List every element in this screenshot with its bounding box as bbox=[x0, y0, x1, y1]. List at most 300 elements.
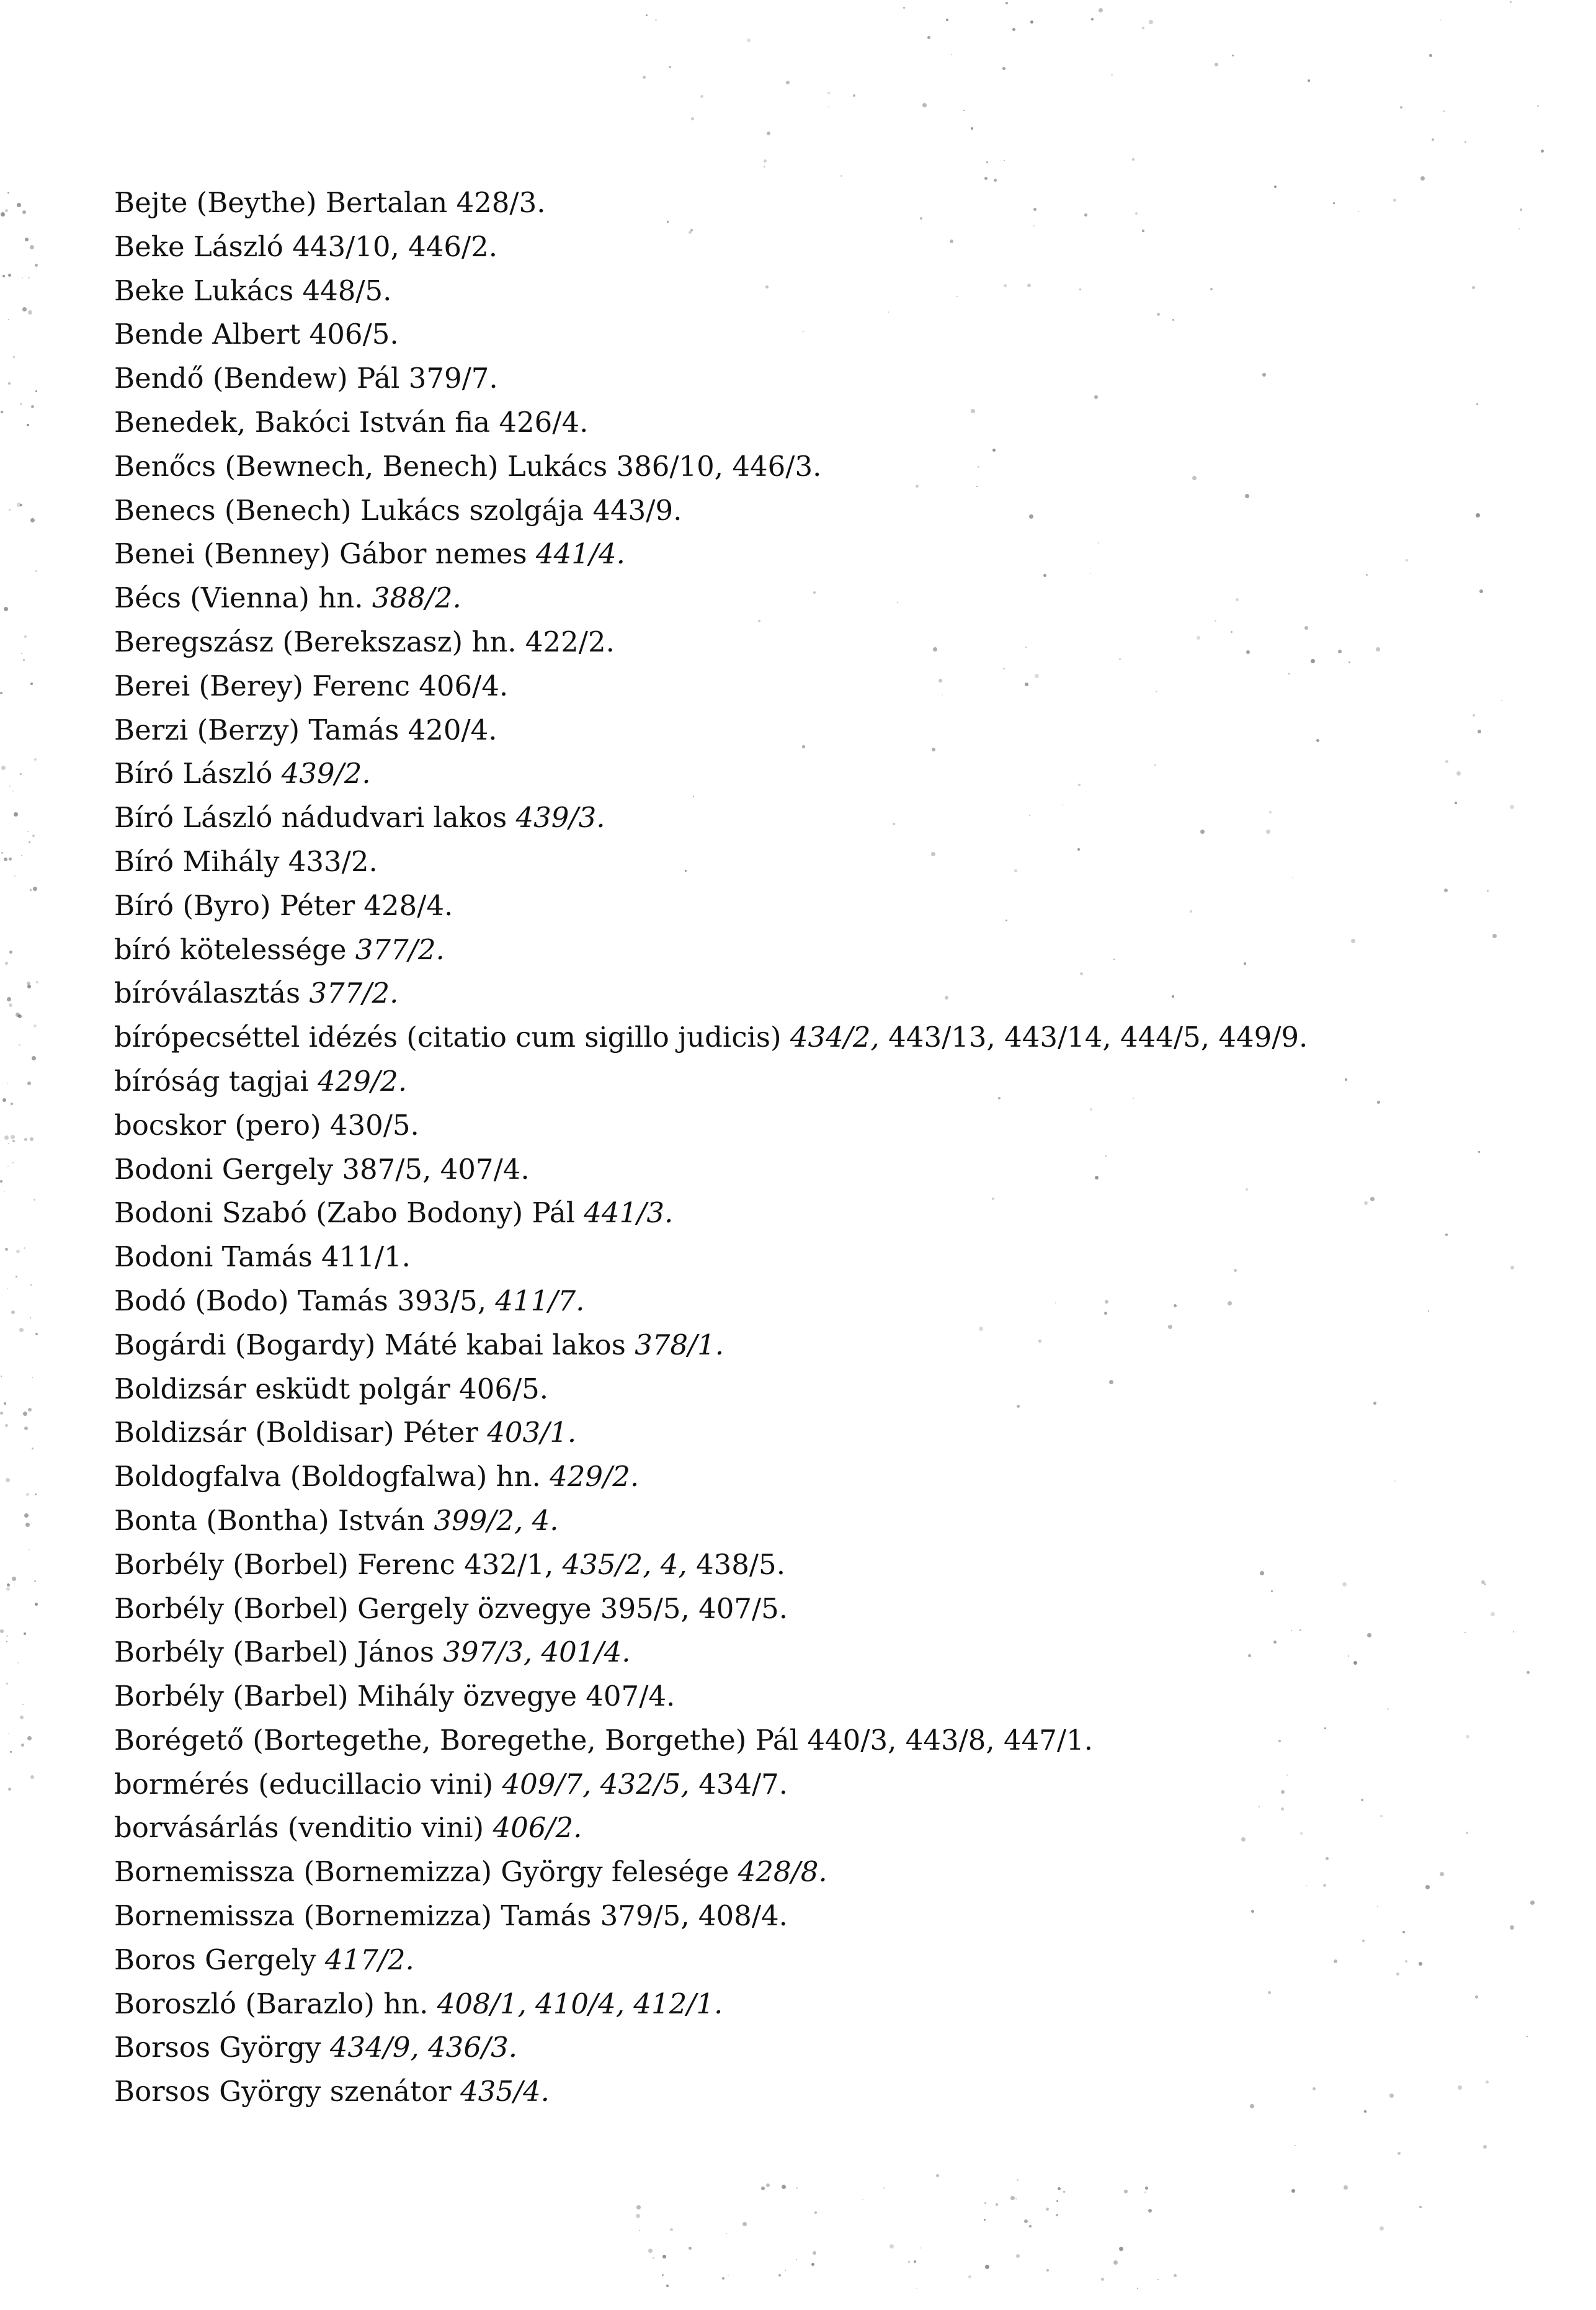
scan-speck bbox=[27, 985, 31, 988]
entry-text: bocskor (pero) 430/5. bbox=[114, 1108, 419, 1142]
entry-text: Bíró Mihály 433/2. bbox=[114, 844, 378, 878]
index-entry bbox=[114, 1938, 1510, 1982]
entry-text: 443/13, 443/14, 444/5, 449/9. bbox=[879, 1021, 1308, 1054]
index-entry bbox=[114, 313, 1510, 357]
scan-speck bbox=[1510, 1266, 1514, 1269]
index-entry bbox=[114, 2070, 1510, 2114]
entry-reference-italic: 399/2, 4. bbox=[434, 1503, 559, 1537]
entry-reference-italic: 403/1. bbox=[487, 1416, 577, 1449]
scan-speck bbox=[1537, 105, 1539, 107]
entry-reference-italic: 439/3. bbox=[515, 801, 605, 835]
scan-speck bbox=[1029, 2225, 1032, 2227]
scan-speck bbox=[33, 1024, 37, 1027]
scan-speck bbox=[27, 1736, 32, 1740]
scan-speck bbox=[14, 812, 18, 817]
entry-text: bíróválasztás bbox=[114, 977, 310, 1010]
scan-speck bbox=[34, 1580, 36, 1582]
entry-text: Boros Gergely bbox=[114, 1943, 325, 1976]
scan-speck bbox=[1058, 2187, 1061, 2190]
scan-speck bbox=[1101, 2278, 1104, 2281]
scan-speck bbox=[30, 1775, 34, 1779]
scan-speck bbox=[1010, 2196, 1015, 2200]
scan-speck bbox=[648, 2249, 653, 2253]
scan-speck bbox=[2, 275, 5, 277]
entry-text: Borbély (Barbel) Mihály özvegye 407/4. bbox=[114, 1680, 675, 1713]
scan-speck bbox=[1056, 2200, 1058, 2202]
entry-reference-italic: 406/2. bbox=[493, 1811, 582, 1845]
scan-speck bbox=[6, 1478, 10, 1482]
scan-speck bbox=[9, 786, 11, 787]
scan-speck bbox=[670, 2228, 673, 2231]
scan-speck bbox=[16, 1250, 20, 1253]
index-entry bbox=[114, 1763, 1510, 1807]
index-entry bbox=[114, 665, 1510, 709]
index-entry bbox=[114, 1806, 1510, 1850]
scan-speck bbox=[8, 382, 11, 385]
entry-text: Berzi (Berzy) Tamás 420/4. bbox=[114, 713, 497, 746]
scan-speck bbox=[1005, 2, 1008, 4]
scan-speck bbox=[1432, 138, 1434, 141]
scan-speck bbox=[28, 310, 32, 315]
scan-speck bbox=[1091, 18, 1094, 20]
scan-speck bbox=[9, 951, 12, 954]
scan-speck bbox=[5, 209, 8, 212]
entry-text: Bíró László bbox=[114, 757, 282, 790]
entry-text: Boldizsár (Boldisar) Péter bbox=[114, 1416, 488, 1449]
scan-speck bbox=[14, 875, 16, 877]
scan-speck bbox=[1148, 2209, 1152, 2213]
entry-reference-italic: 441/4. bbox=[535, 537, 625, 571]
scan-speck bbox=[986, 161, 988, 163]
entry-text: Beke Lukács 448/5. bbox=[114, 274, 392, 307]
scan-speck bbox=[7, 1583, 10, 1587]
scan-speck bbox=[984, 2202, 986, 2204]
scan-speck bbox=[25, 1523, 30, 1527]
scan-speck bbox=[1132, 158, 1135, 161]
scan-speck bbox=[828, 106, 829, 107]
scan-speck bbox=[24, 635, 27, 638]
scan-speck bbox=[4, 1191, 5, 1192]
scan-speck bbox=[963, 110, 965, 111]
scan-speck bbox=[19, 1044, 20, 1046]
entry-text: Benedek, Bakóci István fia 426/4. bbox=[114, 405, 589, 439]
entry-text: Bogárdi (Bogardy) Máté kabai lakos bbox=[114, 1328, 635, 1361]
entry-text: bíró kötelessége bbox=[114, 933, 355, 966]
scan-speck bbox=[5, 962, 8, 965]
scan-speck bbox=[8, 1143, 9, 1144]
scan-speck bbox=[6, 1635, 8, 1637]
scan-speck bbox=[764, 159, 767, 163]
scan-speck bbox=[7, 1166, 9, 1167]
scan-speck bbox=[1024, 2219, 1028, 2223]
scan-speck bbox=[11, 1103, 13, 1105]
scan-speck bbox=[26, 1493, 29, 1496]
entry-text: Bornemissza (Bornemizza) György felesége bbox=[114, 1855, 738, 1889]
scan-speck bbox=[35, 264, 38, 267]
scan-speck bbox=[728, 2275, 729, 2276]
scan-speck bbox=[8, 1733, 9, 1734]
scan-speck bbox=[726, 2233, 727, 2234]
scan-speck bbox=[1015, 2198, 1017, 2200]
scan-speck bbox=[908, 2261, 910, 2263]
scan-speck bbox=[984, 177, 987, 180]
scan-speck bbox=[786, 81, 790, 84]
entry-reference-italic: 388/2. bbox=[372, 581, 461, 615]
entry-reference-italic: 408/1, 410/4, 412/1. bbox=[437, 1987, 723, 2020]
entry-text: Beregszász (Berekszasz) hn. 422/2. bbox=[114, 625, 615, 658]
entry-text: Bendő (Bendew) Pál 379/7. bbox=[114, 362, 498, 395]
index-entry bbox=[114, 1455, 1510, 1499]
scan-speck bbox=[1, 212, 5, 217]
entry-reference-italic: 377/2. bbox=[309, 977, 399, 1010]
scan-speck bbox=[889, 2244, 894, 2249]
scan-speck bbox=[1541, 150, 1544, 153]
scan-speck bbox=[691, 117, 694, 120]
scan-speck bbox=[1443, 110, 1445, 112]
scan-speck bbox=[27, 831, 29, 832]
scan-speck bbox=[922, 103, 927, 107]
entry-text: Bíró (Byro) Péter 428/4. bbox=[114, 889, 453, 922]
entry-text: Bodoni Gergely 387/5, 407/4. bbox=[114, 1152, 530, 1186]
scan-speck bbox=[722, 2277, 724, 2280]
index-entry bbox=[114, 1411, 1510, 1455]
scan-speck bbox=[813, 2251, 816, 2255]
scan-speck bbox=[996, 2203, 998, 2206]
scan-speck bbox=[30, 1284, 32, 1286]
scan-speck bbox=[12, 790, 14, 792]
scan-speck bbox=[28, 277, 30, 279]
index-entry bbox=[114, 357, 1510, 401]
scan-speck bbox=[1056, 2214, 1058, 2216]
scan-speck bbox=[1380, 2226, 1384, 2231]
scan-speck bbox=[1149, 20, 1153, 24]
scan-speck bbox=[1398, 2152, 1401, 2155]
entry-reference-italic: 428/8. bbox=[738, 1855, 827, 1889]
scan-speck bbox=[662, 2275, 663, 2276]
index-entry bbox=[114, 1060, 1510, 1104]
scan-speck bbox=[814, 2211, 817, 2214]
scan-speck bbox=[19, 1328, 24, 1332]
scan-speck bbox=[840, 175, 842, 177]
scan-speck bbox=[1464, 141, 1466, 143]
index-entry bbox=[114, 181, 1510, 225]
scan-speck bbox=[24, 1632, 26, 1635]
index-entry bbox=[114, 1982, 1510, 2026]
index-entry bbox=[114, 1148, 1510, 1192]
scan-speck bbox=[30, 683, 33, 685]
scan-speck bbox=[742, 2222, 747, 2226]
scan-speck bbox=[778, 2274, 781, 2276]
scan-speck bbox=[9, 1003, 12, 1007]
scan-speck bbox=[35, 1333, 38, 1335]
scan-speck bbox=[1527, 2036, 1528, 2037]
scan-speck bbox=[21, 1744, 24, 1747]
entry-reference-italic: 429/2. bbox=[550, 1460, 640, 1493]
index-entry bbox=[114, 1719, 1510, 1763]
scan-speck bbox=[22, 210, 26, 214]
scan-speck bbox=[7, 997, 11, 1001]
entry-reference-italic: 441/3. bbox=[584, 1196, 674, 1230]
entry-reference-italic: 378/1. bbox=[635, 1328, 724, 1361]
scan-speck bbox=[1513, 1631, 1514, 1632]
scan-speck bbox=[796, 2187, 798, 2189]
scan-speck bbox=[22, 307, 27, 311]
entry-text: bírópecséttel idézés (citatio cum sigillo judicis) bbox=[114, 1021, 790, 1054]
scan-speck bbox=[9, 509, 11, 511]
scan-speck bbox=[6, 1683, 8, 1685]
scan-speck bbox=[1099, 8, 1103, 12]
index-entry bbox=[114, 709, 1510, 753]
entry-text: Boldizsár esküdt polgár 406/5. bbox=[114, 1372, 549, 1405]
scan-speck bbox=[1017, 2179, 1019, 2181]
scan-speck bbox=[916, 2288, 917, 2289]
index-list bbox=[114, 181, 1510, 2114]
scan-speck bbox=[1137, 2288, 1138, 2289]
index-entry bbox=[114, 752, 1510, 796]
scan-speck bbox=[1174, 2274, 1177, 2277]
scan-speck bbox=[24, 1513, 29, 1518]
index-entry bbox=[114, 401, 1510, 445]
scan-speck bbox=[1157, 2279, 1159, 2280]
scan-speck bbox=[35, 1603, 38, 1606]
scan-speck bbox=[653, 2257, 654, 2259]
scan-speck bbox=[20, 773, 22, 775]
scan-speck bbox=[32, 1056, 36, 1060]
scan-speck bbox=[29, 1549, 30, 1551]
scan-speck bbox=[1012, 28, 1015, 31]
scan-speck bbox=[1295, 2145, 1296, 2146]
scan-speck bbox=[30, 245, 34, 249]
scan-speck bbox=[4, 1402, 6, 1405]
scan-speck bbox=[936, 2174, 939, 2177]
entry-text: Borégető (Bortegethe, Boregethe, Borgethe) Pál 440/3, 443/8, 447/1. bbox=[114, 1723, 1093, 1757]
scan-speck bbox=[1002, 67, 1005, 70]
scan-speck bbox=[23, 659, 25, 661]
scan-speck bbox=[30, 1137, 33, 1141]
scan-speck bbox=[16, 1276, 17, 1278]
entry-text: Bornemissza (Bornemizza) Tamás 379/5, 408/4. bbox=[114, 1899, 788, 1933]
scan-speck bbox=[1, 766, 6, 770]
scan-speck bbox=[28, 1408, 32, 1412]
scan-speck bbox=[767, 132, 770, 135]
scan-speck bbox=[7, 192, 9, 194]
entry-text: Bodoni Szabó (Zabo Bodony) Pál bbox=[114, 1196, 584, 1230]
entry-reference-italic: 439/2. bbox=[281, 757, 371, 790]
entry-text: Beke László 443/10, 446/2. bbox=[114, 230, 498, 263]
index-entry bbox=[114, 576, 1510, 620]
scan-speck bbox=[8, 274, 11, 277]
scan-speck bbox=[666, 2285, 669, 2287]
scan-speck bbox=[1308, 79, 1310, 82]
scan-speck bbox=[796, 2259, 797, 2260]
scan-speck bbox=[643, 76, 646, 79]
scan-speck bbox=[1, 852, 3, 854]
scan-speck bbox=[1232, 55, 1234, 56]
scan-speck bbox=[13, 356, 15, 358]
scan-speck bbox=[1119, 2247, 1123, 2251]
scan-speck bbox=[11, 1310, 15, 1314]
scan-speck bbox=[12, 1162, 14, 1163]
scan-speck bbox=[883, 2187, 885, 2189]
index-entry bbox=[114, 884, 1510, 928]
scan-speck bbox=[23, 1412, 27, 1416]
scan-speck bbox=[24, 1138, 27, 1141]
scan-speck bbox=[30, 889, 32, 891]
scan-speck bbox=[968, 2275, 971, 2278]
scan-speck bbox=[11, 1135, 15, 1139]
scan-speck bbox=[27, 424, 29, 426]
index-entry bbox=[114, 972, 1510, 1016]
entry-text: Berei (Berey) Ferenc 406/4. bbox=[114, 669, 509, 702]
scan-speck bbox=[1046, 2269, 1049, 2272]
scan-speck bbox=[1145, 2187, 1148, 2190]
entry-reference-italic: 397/3, 401/4. bbox=[443, 1636, 631, 1669]
scan-speck bbox=[862, 2199, 863, 2200]
scan-speck bbox=[17, 1662, 19, 1663]
scan-speck bbox=[20, 504, 22, 506]
scan-speck bbox=[1046, 2208, 1049, 2211]
scan-speck bbox=[951, 54, 952, 55]
scan-speck bbox=[927, 36, 930, 39]
entry-text: Bonta (Bontha) István bbox=[114, 1503, 434, 1537]
scan-speck bbox=[22, 1704, 24, 1705]
index-entry bbox=[114, 1543, 1510, 1587]
scan-speck bbox=[811, 2263, 814, 2266]
scan-speck bbox=[764, 166, 765, 168]
index-entry bbox=[114, 1499, 1510, 1543]
index-entry bbox=[114, 489, 1510, 533]
scan-speck bbox=[985, 2265, 989, 2269]
scan-speck bbox=[1510, 1925, 1514, 1930]
entry-reference-italic: 434/2, bbox=[790, 1021, 880, 1054]
entry-text: Bejte (Beythe) Bertalan 428/3. bbox=[114, 186, 546, 219]
scan-speck bbox=[636, 2205, 641, 2209]
scan-speck bbox=[1344, 2185, 1348, 2190]
scan-speck bbox=[1520, 208, 1522, 211]
scan-speck bbox=[35, 570, 37, 572]
scan-speck bbox=[1113, 2260, 1118, 2265]
scan-speck bbox=[946, 19, 948, 21]
index-entry bbox=[114, 1235, 1510, 1279]
index-entry bbox=[114, 1587, 1510, 1631]
scan-speck bbox=[669, 66, 671, 68]
scan-speck bbox=[1144, 2191, 1146, 2193]
scan-speck bbox=[903, 7, 905, 9]
entry-text: 434/7. bbox=[689, 1767, 788, 1801]
scan-speck bbox=[761, 2187, 765, 2190]
scan-speck bbox=[6, 1641, 7, 1642]
scan-speck bbox=[16, 1013, 20, 1017]
index-entry bbox=[114, 532, 1510, 576]
scan-speck bbox=[1, 1376, 2, 1377]
scan-speck bbox=[2, 1098, 6, 1102]
scan-speck bbox=[662, 2255, 666, 2259]
scan-speck bbox=[7, 1083, 8, 1084]
scan-speck bbox=[20, 1716, 24, 1719]
scan-speck bbox=[20, 403, 22, 405]
entry-text: Borbély (Borbel) Gergely özvegye 395/5, 407/5. bbox=[114, 1591, 788, 1625]
index-entry bbox=[114, 445, 1510, 489]
scan-speck bbox=[22, 277, 23, 279]
scan-speck bbox=[1527, 1671, 1530, 1674]
scan-speck bbox=[1291, 2189, 1295, 2193]
scan-speck bbox=[1530, 1900, 1535, 1905]
scan-speck bbox=[1440, 19, 1441, 20]
scan-speck bbox=[30, 518, 35, 522]
index-entry bbox=[114, 620, 1510, 665]
index-entry bbox=[114, 1323, 1510, 1368]
scan-speck bbox=[8, 1788, 11, 1791]
scan-speck bbox=[10, 1751, 12, 1753]
scan-speck bbox=[36, 981, 38, 983]
scan-speck bbox=[9, 857, 12, 861]
scan-speck bbox=[34, 758, 37, 761]
entry-text: Bodoni Tamás 411/1. bbox=[114, 1240, 411, 1274]
scan-speck bbox=[1483, 2145, 1487, 2149]
entry-text: 438/5. bbox=[687, 1547, 785, 1581]
entry-text: Boldogfalva (Boldogfalwa) hn. bbox=[114, 1460, 550, 1493]
scan-speck bbox=[32, 1448, 33, 1449]
scan-speck bbox=[646, 14, 648, 16]
index-entry bbox=[114, 1368, 1510, 1412]
scan-speck bbox=[984, 2219, 986, 2221]
scan-speck bbox=[827, 92, 830, 94]
index-entry bbox=[114, 1894, 1510, 1938]
scan-speck bbox=[1030, 20, 1033, 24]
scan-speck bbox=[33, 887, 37, 891]
scan-speck bbox=[27, 1081, 31, 1085]
scan-speck bbox=[12, 1140, 15, 1142]
scan-speck bbox=[853, 94, 855, 97]
entry-text: Borbély (Barbel) János bbox=[114, 1636, 444, 1669]
index-entry bbox=[114, 1631, 1510, 1675]
scan-speck bbox=[1016, 2254, 1020, 2258]
index-entry bbox=[114, 796, 1510, 840]
scan-speck bbox=[971, 127, 973, 130]
scan-speck bbox=[17, 203, 21, 207]
scan-speck bbox=[1, 411, 3, 413]
entry-text: Benecs (Benech) Lukács szolgája 443/9. bbox=[114, 493, 682, 527]
scan-speck bbox=[747, 38, 751, 42]
index-entry bbox=[114, 1016, 1510, 1060]
scan-speck bbox=[1400, 106, 1402, 109]
scan-speck bbox=[0, 692, 2, 694]
scan-speck bbox=[1111, 74, 1113, 76]
entry-text: Benőcs (Bewnech, Benech) Lukács 386/10, 446/3. bbox=[114, 449, 822, 483]
index-entry bbox=[114, 225, 1510, 269]
scan-speck bbox=[782, 2185, 786, 2189]
scan-speck bbox=[1510, 1, 1512, 3]
entry-reference-italic: 435/4. bbox=[460, 2075, 550, 2108]
index-entry bbox=[114, 928, 1510, 972]
entry-reference-italic: 409/7, 432/5, bbox=[502, 1767, 690, 1801]
entry-text: Boroszló (Barazlo) hn. bbox=[114, 1987, 437, 2020]
scan-speck bbox=[0, 1412, 3, 1415]
entry-reference-italic: 429/2. bbox=[318, 1064, 408, 1098]
scan-speck bbox=[5, 1248, 8, 1251]
entry-text: bormérés (educillacio vini) bbox=[114, 1767, 502, 1801]
entry-text: Borsos György szenátor bbox=[114, 2075, 460, 2108]
scan-speck bbox=[29, 841, 30, 843]
entry-text: Benei (Benney) Gábor nemes bbox=[114, 537, 536, 571]
index-entry bbox=[114, 1191, 1510, 1235]
scan-speck bbox=[0, 1629, 4, 1633]
scan-speck bbox=[689, 2247, 692, 2250]
index-entry bbox=[114, 1279, 1510, 1323]
entry-text: Bende Albert 406/5. bbox=[114, 318, 399, 351]
scan-speck bbox=[1215, 63, 1218, 66]
scan-speck bbox=[1142, 27, 1144, 29]
